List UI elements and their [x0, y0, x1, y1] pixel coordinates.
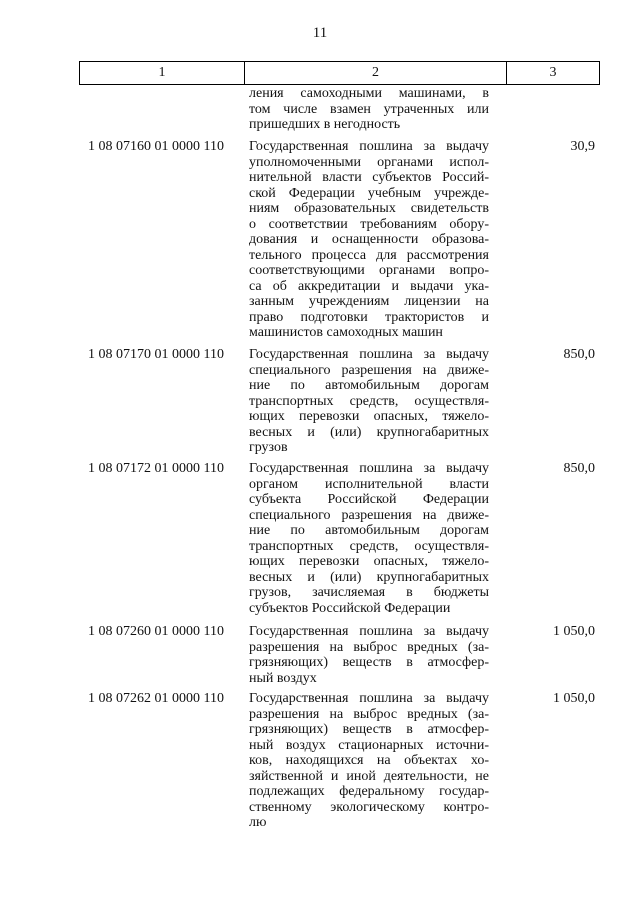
row-code: 1 08 07262 01 0000 110 [88, 691, 224, 706]
row-code: 1 08 07172 01 0000 110 [88, 461, 224, 476]
row-value: 30,9 [570, 139, 595, 154]
header-col-3: 3 [549, 65, 557, 80]
header-col-2: 2 [245, 62, 507, 84]
text-line: транспортных средств, осуществля- [249, 393, 489, 409]
page-number: 11 [312, 25, 328, 41]
text-line: право подготовки трактористов и [249, 309, 489, 325]
text-line: дования и оснащенности образова- [249, 232, 489, 247]
row-value: 1 050,0 [553, 624, 595, 639]
text-line: органом исполнительной власти [249, 476, 489, 492]
row-description [249, 691, 489, 831]
row-description [249, 139, 489, 341]
text-line: тельного процесса для рассмотрения [249, 247, 489, 263]
text-line: ления самоходными машинами, в [249, 86, 489, 101]
text-line: подлежащих федеральному государ- [249, 784, 489, 799]
text-line: специального разрешения на движе- [249, 507, 489, 523]
text-line: зяйственной и иной деятельности, не [249, 768, 489, 784]
text-line: субъектов Российской Федерации [249, 600, 451, 616]
text-line: ющих перевозки опасных, тяжело- [249, 409, 489, 424]
text-line: са об аккредитации и выдачи ука- [249, 278, 489, 294]
table-header [79, 61, 600, 85]
text-line: ние по автомобильным дорогам [249, 523, 489, 538]
text-line: Государственная пошлина за выдачу [249, 624, 489, 639]
row-value: 850,0 [563, 347, 595, 362]
text-line: ющих перевозки опасных, тяжело- [249, 554, 489, 569]
text-line: грязняющих) веществ в атмосфер- [249, 722, 489, 737]
row-description [249, 461, 489, 616]
text-line: нительной власти субъектов Россий- [249, 170, 489, 185]
continuation-description [249, 86, 489, 133]
row-value: 1 050,0 [553, 691, 595, 706]
row-code: 1 08 07170 01 0000 110 [88, 347, 224, 362]
text-line: разрешения на выброс вредных (за- [249, 706, 489, 722]
text-line: соответствующими органами вопро- [249, 263, 489, 278]
row-code: 1 08 07260 01 0000 110 [88, 624, 224, 639]
text-line: специального разрешения на движе- [249, 362, 489, 378]
text-line: весных и (или) крупногабаритных [249, 569, 489, 585]
text-line: о соответствии требованиям обору- [249, 216, 489, 232]
text-line: занным учреждениям лицензии на [249, 294, 489, 309]
row-code: 1 08 07160 01 0000 110 [88, 139, 224, 154]
text-line: грузов [249, 440, 288, 455]
text-line: грузов, зачисляемая в бюджеты [249, 585, 489, 600]
text-line: ков, находящихся на объектах хо- [249, 753, 489, 768]
text-line: ской Федерации учебным учрежде- [249, 185, 489, 201]
text-line: ниям образовательных свидетельств [249, 201, 489, 216]
text-line: машинистов самоходных машин [249, 325, 443, 340]
text-line: уполномоченными органами испол- [249, 154, 489, 170]
text-line: ственному экологическому контро- [249, 799, 489, 815]
text-line: Государственная пошлина за выдачу [249, 139, 489, 154]
text-line: субъекта Российской Федерации [249, 492, 489, 507]
text-line: Государственная пошлина за выдачу [249, 347, 489, 362]
text-line: лю [249, 815, 267, 830]
text-line: Государственная пошлина за выдачу [249, 691, 489, 706]
text-line: весных и (или) крупногабаритных [249, 424, 489, 440]
text-line: ние по автомобильным дорогам [249, 378, 489, 393]
text-line: ный воздух [249, 670, 317, 686]
text-line: грязняющих) веществ в атмосфер- [249, 655, 489, 670]
text-line: том числе взамен утраченных или [249, 101, 489, 117]
row-description [249, 347, 489, 456]
text-line: Государственная пошлина за выдачу [249, 461, 489, 476]
row-value: 850,0 [563, 461, 595, 476]
header-col-1: 1 [80, 62, 245, 84]
text-line: пришедших в негодность [249, 117, 401, 132]
text-line: транспортных средств, осуществля- [249, 538, 489, 554]
text-line: разрешения на выброс вредных (за- [249, 639, 489, 655]
text-line: ный воздух стационарных источни- [249, 737, 489, 753]
row-description [249, 624, 489, 686]
